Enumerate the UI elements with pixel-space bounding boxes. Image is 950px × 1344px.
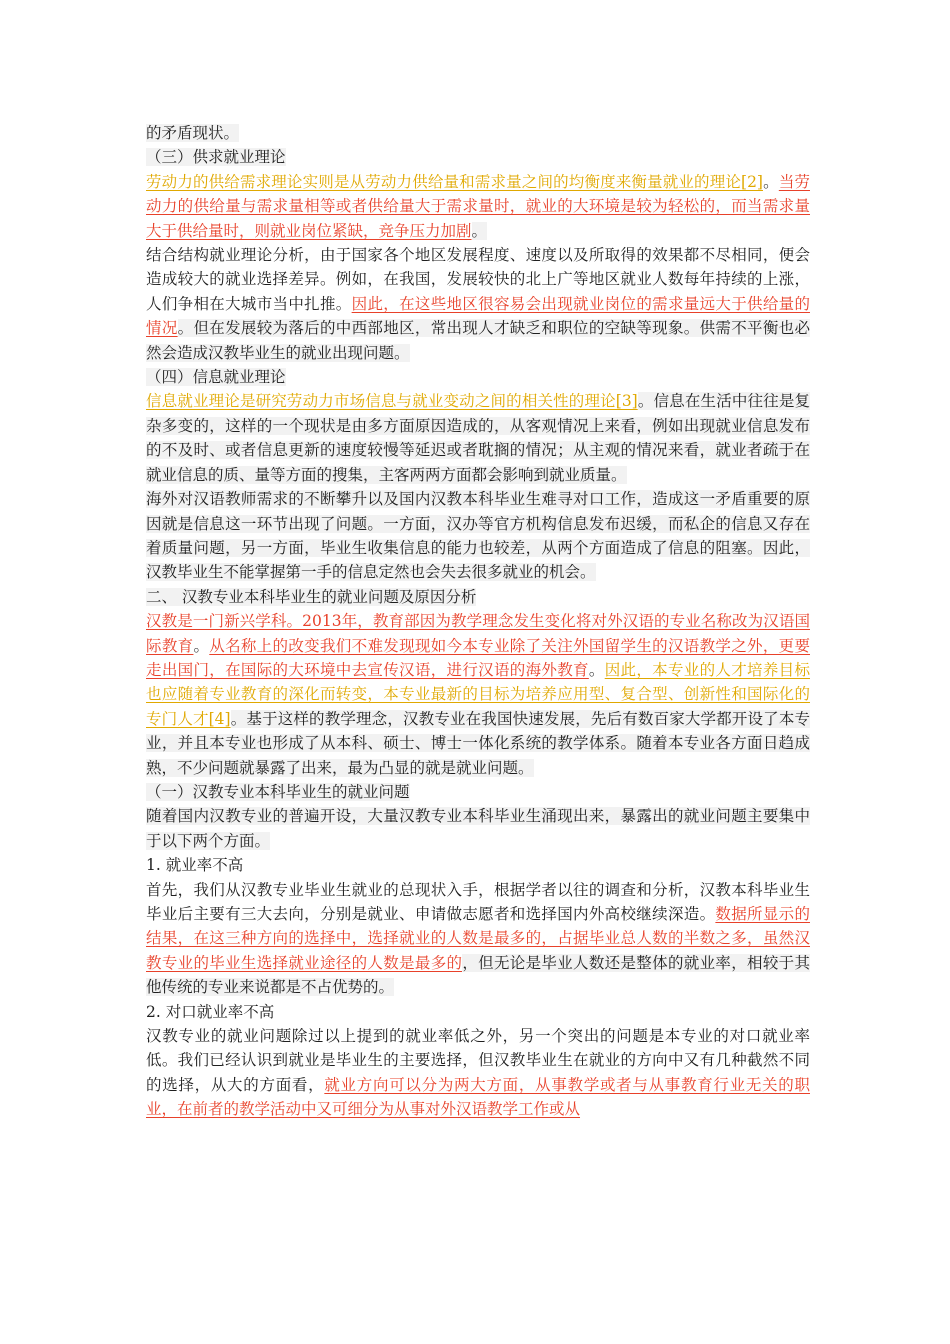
body-text: 。基于这样的教学理念，汉教专业在我国快速发展，先后有数百家大学都开设了本专业，并且本专业也形成了从本科、硕士、博士一体化系统的教学体系。随着本专业各方面日趋成熟，不少问题就暴露了出来，最为凸显的就是就业问题。: [146, 709, 810, 777]
heading-text: 1. 就业率不高: [146, 856, 244, 875]
highlighted-text: 数据所显示的结果，在这三种方向的选择中，选择就业的人数是最多的，占据毕业总人数的半数之多，虽然汉教专业的毕业生选择就业途径的人数是最多的: [146, 905, 810, 972]
paragraph: [146, 878, 810, 1000]
subsection-heading: [146, 853, 810, 877]
paragraph: [146, 389, 810, 487]
body-text: 随着国内汉教专业的普遍开设，大量汉教专业本科毕业生涌现出来，暴露出的就业问题主要集中于以下两个方面。: [146, 807, 810, 850]
body-text: 首先，我们从汉教专业毕业生就业的总现状入手，根据学者以往的调查和分析，汉教本科毕业生毕业后主要有三大去向，分别是就业、申请做志愿者和选择国内外高校继续深造。: [146, 880, 810, 923]
body-text: 。: [471, 221, 488, 240]
highlighted-text: 从名称上的改变我们不难发现现如今本专业除了关注外国留学生的汉语教学之外，更要走出国门，在国际的大环境中去宣传汉语，进行汉语的海外教育: [146, 636, 810, 679]
paragraph: [146, 170, 810, 243]
body-text: 。但在发展较为落后的中西部地区，常出现人才缺乏和职位的空缺等现象。供需不平衡也必然会造成汉教毕业生的就业出现问题。: [146, 319, 810, 362]
heading-text: 2. 对口就业率不高: [146, 1002, 275, 1021]
body-text: 。: [762, 172, 779, 191]
paragraph: [146, 243, 810, 365]
body-text: 。: [193, 636, 210, 655]
body-text: 汉教专业的就业问题除过以上提到的就业率低之外，另一个突出的问题是本专业的对口就业率低。我们已经认识到就业是毕业生的主要选择，但汉教毕业生在就业的方向中又有几种截然不同的选择，从大的方面看，: [146, 1027, 810, 1094]
paragraph: [146, 121, 810, 145]
section-heading: [146, 780, 810, 804]
paragraph: [146, 487, 810, 585]
highlighted-text: 因此，在这些地区很容易会出现就业岗位的需求量远大于供给量的情况: [146, 294, 810, 338]
body-text: 海外对汉语教师需求的不断攀升以及国内汉教本科毕业生难寻对口工作，造成这一矛盾重要的原因就是信息这一环节出现了问题。一方面，汉办等官方机构信息发布迟缓，而私企的信息又存在着质量问题，另一方面，毕业生收集信息的能力也较差，从两个方面造成了信息的阻塞。因此，汉教毕业生不能掌握第一手的信息定然也会失去很多就业的机会。: [146, 490, 810, 582]
highlighted-text: 汉教是一门新兴学科。2013年，教育部因为教学理念发生变化将对外汉语的专业名称改为汉语国际教育: [146, 612, 810, 655]
body-text: 。: [588, 660, 605, 679]
heading-text: （三）供求就业理论: [146, 148, 286, 167]
highlighted-text: 当劳动力的供给量与需求量相等或者供给量大于需求量时，就业的大环境是较为轻松的，而当需求量大于供给量时，则就业岗位紧缺，竞争压力加剧: [146, 172, 810, 240]
heading-text: （一）汉教专业本科毕业生的就业问题: [146, 782, 410, 801]
body-text: 的矛盾现状。: [146, 124, 240, 142]
highlighted-text: 就业方向可以分为两大方面，从事教学或者与从事教育行业无关的职业，在前者的教学活动中又可细分为从事对外汉语教学工作或从: [146, 1075, 810, 1119]
highlighted-text: 信息就业理论是研究劳动力市场信息与就业变动之间的相关性的理论[3]: [146, 392, 638, 411]
paragraph: [146, 1024, 810, 1122]
heading-text: （四）信息就业理论: [146, 368, 286, 387]
subsection-heading: [146, 1000, 810, 1024]
paragraph: [146, 804, 810, 853]
heading-text: 二、 汉教专业本科毕业生的就业问题及原因分析: [146, 587, 477, 606]
chapter-heading: [146, 585, 810, 609]
highlighted-text: 劳动力的供给需求理论实则是从劳动力供给量和需求量之间的均衡度来衡量就业的理论[2]: [146, 172, 763, 191]
section-heading: [146, 365, 810, 389]
body-text: 。信息在生活中往往是复杂多变的，这样的一个现状是由多方面原因造成的，从客观情况上来看，例如出现就业信息发布的不及时、或者信息更新的速度较慢等延迟或者耽搁的情况；从主观的情况来看，就业者疏于在就业信息的质、量等方面的搜集，主客两两方面都会影响到就业质量。: [146, 392, 810, 484]
document-page: [146, 121, 810, 1122]
body-text: ，但无论是毕业人数还是整体的就业率，相较于其他传统的专业来说都是不占优势的。: [146, 953, 810, 997]
paragraph: [146, 609, 810, 780]
section-heading: [146, 145, 810, 169]
highlighted-text: 因此，本专业的人才培养目标也应随着专业教育的深化而转变，本专业最新的目标为培养应用型、复合型、创新性和国际化的专门人才[4]: [146, 660, 810, 728]
body-text: 结合结构就业理论分析，由于国家各个地区发展程度、速度以及所取得的效果都不尽相同，便会造成较大的就业选择差异。例如，在我国，发展较快的北上广等地区就业人数每年持续的上涨，人们争相在大城市当中扎推。: [146, 246, 810, 313]
